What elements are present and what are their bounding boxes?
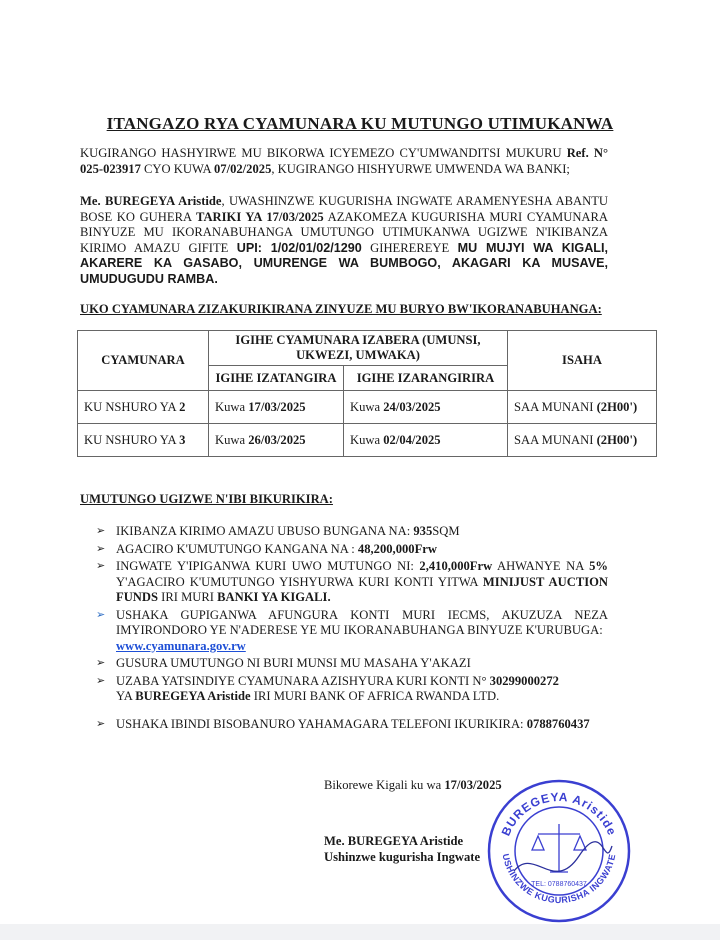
auction-start-date: TARIKI YA 17/03/2025 (195, 209, 324, 224)
arrow-bullet-icon: ➢ (96, 674, 106, 687)
agent-name: Me. BUREGEYA Aristide (80, 194, 222, 208)
arrow-bullet-icon: ➢ (96, 525, 106, 537)
signature-scribble (514, 842, 612, 872)
intro-paragraph (80, 146, 608, 177)
auction-time: SAA MUNANI (2H00') (508, 424, 657, 457)
list-item: ➢ IKIBANZA KIRIMO AMAZU UBUSO BUNGANA NA: 935SQM (96, 524, 460, 538)
upi-number: UPI: 1/02/01/02/1290 (236, 240, 362, 255)
stamp-phone: TEL: 0788760437 (531, 881, 587, 888)
list-item: ➢ USHAKA GUPIGANWA AFUNGURA KONTI MURI IECMS, AKUZUZA NEZA IMYIRONDORO YE N'ADERESE YE MU IKORANABUHANGA BINYUZE K'URUBUGA: www.cyamunara.gov.rw (96, 607, 608, 653)
list-item: ➢ GUSURA UMUTUNGO NI BURI MUNSI MU MASAHA Y'AKAZI (96, 656, 471, 670)
column-header-time: ISAHA (508, 331, 657, 391)
start-date: Kuwa 17/03/2025 (209, 391, 344, 424)
decision-date: 07/02/2025 (214, 161, 272, 176)
list-item: ➢ USHAKA IBINDI BISOBANURO YAHAMAGARA TELEFONI IKURIKIRA: 0788760437 (96, 716, 590, 731)
official-stamp (484, 776, 634, 926)
property-details-heading: UMUTUNGO UGIZWE N'IBI BIKURIKIRA: (80, 492, 333, 506)
auction-website-link[interactable]: www.cyamunara.gov.rw (116, 638, 246, 653)
intro-text: , KUGIRANGO HISHYURWE UMWENDA WA BANKI; (271, 161, 570, 176)
scales-icon (532, 824, 586, 872)
column-header-dates: IGIHE CYAMUNARA IZABERA (UMUNSI, UKWEZI, UMWAKA) (209, 331, 508, 366)
list-item: ➢ AGACIRO K'UMUTUNGO KANGANA NA : 48,200,000Frw (96, 541, 437, 556)
announcement-text: , UWASHINZWE KUGURISHA INGWATE ARAMENYESHA ABANTU BOSE KO GUHERA (80, 194, 608, 224)
arrow-bullet-icon: ➢ (96, 608, 106, 621)
signature-date: Bikorewe Kigali ku wa 17/03/2025 (324, 778, 502, 792)
announcement-text: GIHEREREYE (361, 240, 458, 255)
auction-time: SAA MUNANI (2H00') (508, 391, 657, 424)
auction-round: KU NSHURO YA 2 (78, 391, 209, 424)
list-item: ➢ UZABA YATSINDIYE CYAMUNARA AZISHYURA KURI KONTI N° 30299000272 YA BUREGEYA Aristide IRI MURI BANK OF AFRICA RWANDA LTD. (96, 673, 559, 703)
property-location: MU MUJYI WA KIGALI, AKARERE KA GASABO, UMURENGE WA BUMBOGO, AKAGARI KA MUSAVE, UMUDUGUDU RAMBA. (80, 240, 608, 286)
start-date: Kuwa 26/03/2025 (209, 424, 344, 457)
auction-schedule-heading: UKO CYAMUNARA ZIZAKURIKIRANA ZINYUZE MU BURYO BW'IKORANABUHANGA: (80, 302, 602, 316)
intro-text: KUGIRANGO HASHYIRWE MU BIKORWA ICYEMEZO CY'UMWANDITSI MUKURU (80, 146, 567, 160)
arrow-bullet-icon: ➢ (96, 560, 106, 572)
stamp-top-text: BUREGEYA Aristide (498, 789, 620, 838)
reference-number: Ref. N° 025-023917 (80, 146, 608, 176)
document-title: ITANGAZO RYA CYAMUNARA KU MUTUNGO UTIMUKANWA (106, 114, 614, 133)
announcement-paragraph (80, 194, 608, 287)
signer-name: Me. BUREGEYA Aristide (324, 834, 464, 848)
column-header-end: IGIHE IZARANGIRIRA (344, 366, 508, 391)
arrow-bullet-icon: ➢ (96, 717, 106, 730)
column-header-auction: CYAMUNARA (78, 331, 209, 391)
auction-schedule-table (77, 330, 657, 457)
auction-round: KU NSHURO YA 3 (78, 424, 209, 457)
intro-text: CYO KUWA (140, 161, 214, 176)
arrow-bullet-icon: ➢ (96, 542, 106, 555)
table-row (78, 424, 657, 457)
signer-block (324, 833, 480, 865)
stamp-bottom-text: USHINZWE KUGURISHA INGWATE (500, 852, 618, 906)
list-item: ➢ INGWATE Y'IPIGANWA KURI UWO MUTUNGO NI: 2,410,000Frw AHWANYE NA 5% Y'AGACIRO K'UMUTUNGO YISHYURWA KURI KONTI YITWA MINIJUST AUCTION FUNDS IRI MURI BANKI YA KIGALI. (96, 559, 609, 604)
page-bottom-edge (0, 924, 720, 940)
end-date: Kuwa 24/03/2025 (344, 391, 508, 424)
signer-role: Ushinzwe kugurisha Ingwate (324, 850, 481, 864)
table-row (78, 391, 657, 424)
column-header-start: IGIHE IZATANGIRA (209, 366, 344, 391)
end-date: Kuwa 02/04/2025 (344, 424, 508, 457)
property-details-list (96, 524, 608, 734)
announcement-text: AZAKOMEZA KUGURISHA MURI CYAMUNARA BINYUZE MU IKORANABUHANGA UMUTUNGO UTIMUKANWA UGIZWE N'IKIBANZA KIRIMO AMAZU GIFITE (80, 209, 609, 255)
arrow-bullet-icon: ➢ (96, 657, 106, 669)
